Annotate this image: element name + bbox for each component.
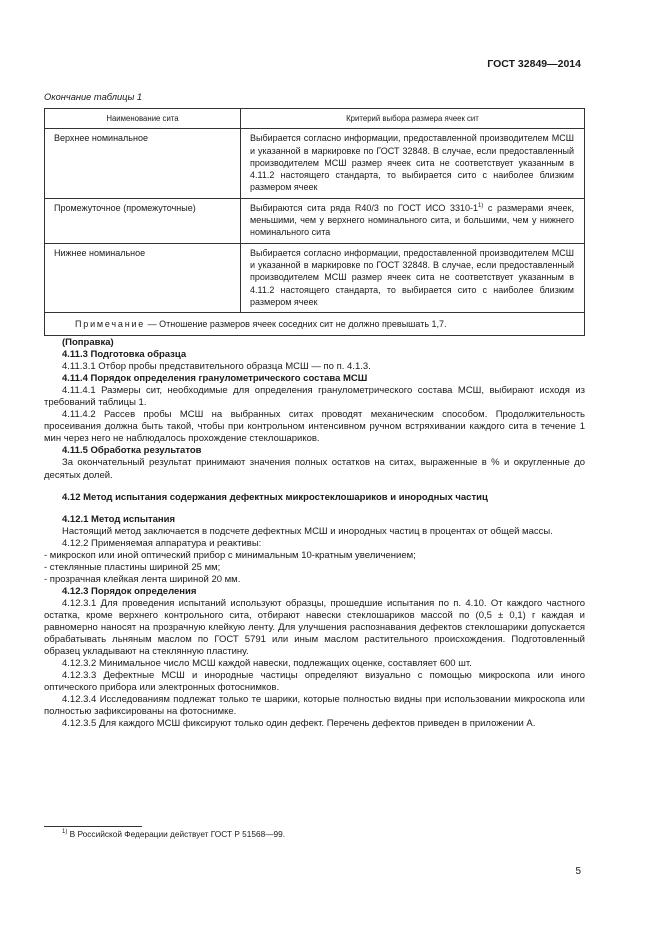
table-row: [45, 198, 585, 243]
section-heading: 4.12.1 Метод испытания: [62, 513, 176, 525]
table-row: [45, 243, 585, 312]
paragraph: 4.11.4.2 Рассев пробы МСШ на выбранных ситах проводят механическим способом. Продолжительность просеивания должна быть такой, чтобы при контрольном интенсивном ручном встряхивании каждого сита в течение 1 мин через него не наблюдалось прохождение стеклошариков.: [44, 409, 585, 445]
section-heading: 4.12 Метод испытания содержания дефектных микростеклошариков и инородных частиц: [62, 491, 488, 503]
paragraph: 4.12.2 Применяемая аппаратура и реактивы:: [62, 537, 262, 549]
footnote-mark: 1): [62, 829, 68, 836]
list-item: - микроскоп или иной оптический прибор с минимальным 10-кратным увеличением;: [44, 549, 416, 561]
sieve-name-cell: Нижнее номинальное: [45, 243, 241, 312]
section-heading: 4.11.3 Подготовка образца: [62, 349, 187, 361]
sieve-table: [44, 108, 585, 336]
criterion-text: с размерами ячеек, меньшими, чем у верхнего номинального сита, и большими, чем у нижнего номинального сита: [250, 202, 574, 238]
paragraph: 4.12.3.2 Минимальное число МСШ каждой навески, подлежащих оценке, составляет 600 шт.: [62, 658, 472, 670]
note-label: Примечание: [75, 319, 146, 330]
amendment-label: (Поправка): [62, 337, 114, 348]
paragraph: 4.12.3.3 Дефектные МСШ и инородные частицы определяют визуально с помощью микроскопа или иного оптического прибора или электронных фотоснимков.: [44, 670, 585, 694]
footnote-ref: 1): [477, 202, 484, 209]
footnote: [62, 829, 285, 839]
table-note: [45, 313, 585, 336]
sieve-criterion-cell: Выбирается согласно информации, предоставленной производителем МСШ и указанной в маркировке по ГОСТ 32848. В случае, если предоставленный производителем МСШ размер ячеек сита не соответствует указанным в 4.11.2 настоящего стандарта, то выбирается сито с наиболее близким размером ячеек: [241, 243, 585, 312]
list-item: - стеклянные пластины шириной 25 мм;: [44, 561, 221, 573]
paragraph: 4.12.3.1 Для проведения испытаний используют образцы, прошедшие испытания по п. 4.10. От каждого частного остатка, кроме верхнего контрольного сита, отбирают навески стеклошариков массой по (0,5 ± 0,1) г каждая и равномерно наносят на прозрачную клейкую ленту. Для улучшения распознавания дефектов стеклошарики допускается обрабатывать льняным маслом по ГОСТ 5791 или иным маслом растительного происхождения. Подготовленный образец укладывают на стеклянную пластину.: [44, 597, 585, 658]
section-heading: 4.12.3 Порядок определения: [62, 585, 197, 597]
criterion-text: Выбираются сита ряда R40/3 по ГОСТ ИСО 3310-1: [250, 202, 478, 213]
body-text: [44, 337, 585, 730]
list-item: - прозрачная клейкая лента шириной 20 мм.: [44, 573, 241, 585]
table-note-row: [45, 313, 585, 336]
standard-number: ГОСТ 32849—2014: [487, 58, 581, 70]
table-header-row: [45, 109, 585, 129]
table-caption: Окончание таблицы 1: [44, 92, 143, 102]
sieve-criterion-cell: Выбирается согласно информации, предоставленной производителем МСШ и указанной в маркировке по ГОСТ 32848. В случае, если предоставленный производителем МСШ размер ячеек сита не соответствует указанным в 4.11.2 настоящего стандарта, то выбирается сито с наиболее близким размером ячеек: [241, 129, 585, 198]
section-heading: 4.11.4 Порядок определения гранулометрического состава МСШ: [62, 373, 368, 385]
sieve-name-cell: Промежуточное (промежуточные): [45, 198, 241, 243]
note-text: — Отношение размеров ячеек соседних сит не должно превышать 1,7.: [145, 319, 447, 330]
footnote-text: В Российской Федерации действует ГОСТ Р 51568—99.: [67, 829, 286, 839]
sieve-criterion-cell: [241, 198, 585, 243]
table-row: [45, 129, 585, 198]
column-header-name: Наименование сита: [45, 109, 241, 129]
paragraph: 4.12.3.5 Для каждого МСШ фиксируют только один дефект. Перечень дефектов приведен в приложении А.: [62, 718, 536, 730]
paragraph: За окончательный результат принимают значения полных остатков на ситах, выраженные в % и округленные до десятых долей.: [44, 457, 585, 481]
footnote-divider: [44, 826, 142, 827]
paragraph: 4.11.4.1 Размеры сит, необходимые для определения гранулометрического состава МСШ, выбирают исходя из требований таблицы 1.: [44, 385, 585, 409]
section-heading: 4.11.5 Обработка результатов: [62, 445, 202, 457]
page-number: 5: [575, 866, 581, 877]
column-header-criterion: Критерий выбора размера ячеек сит: [241, 109, 585, 129]
paragraph: 4.12.3.4 Исследованиям подлежат только те шарики, которые полностью видны при использовании микроскопа или полностью зафиксированы на фотоснимке.: [44, 694, 585, 718]
sieve-name-cell: Верхнее номинальное: [45, 129, 241, 198]
paragraph: Настоящий метод заключается в подсчете дефектных МСШ и инородных частиц в процентах от общей массы.: [62, 525, 553, 537]
paragraph: 4.11.3.1 Отбор пробы представительного образца МСШ — по п. 4.1.3.: [62, 361, 371, 373]
